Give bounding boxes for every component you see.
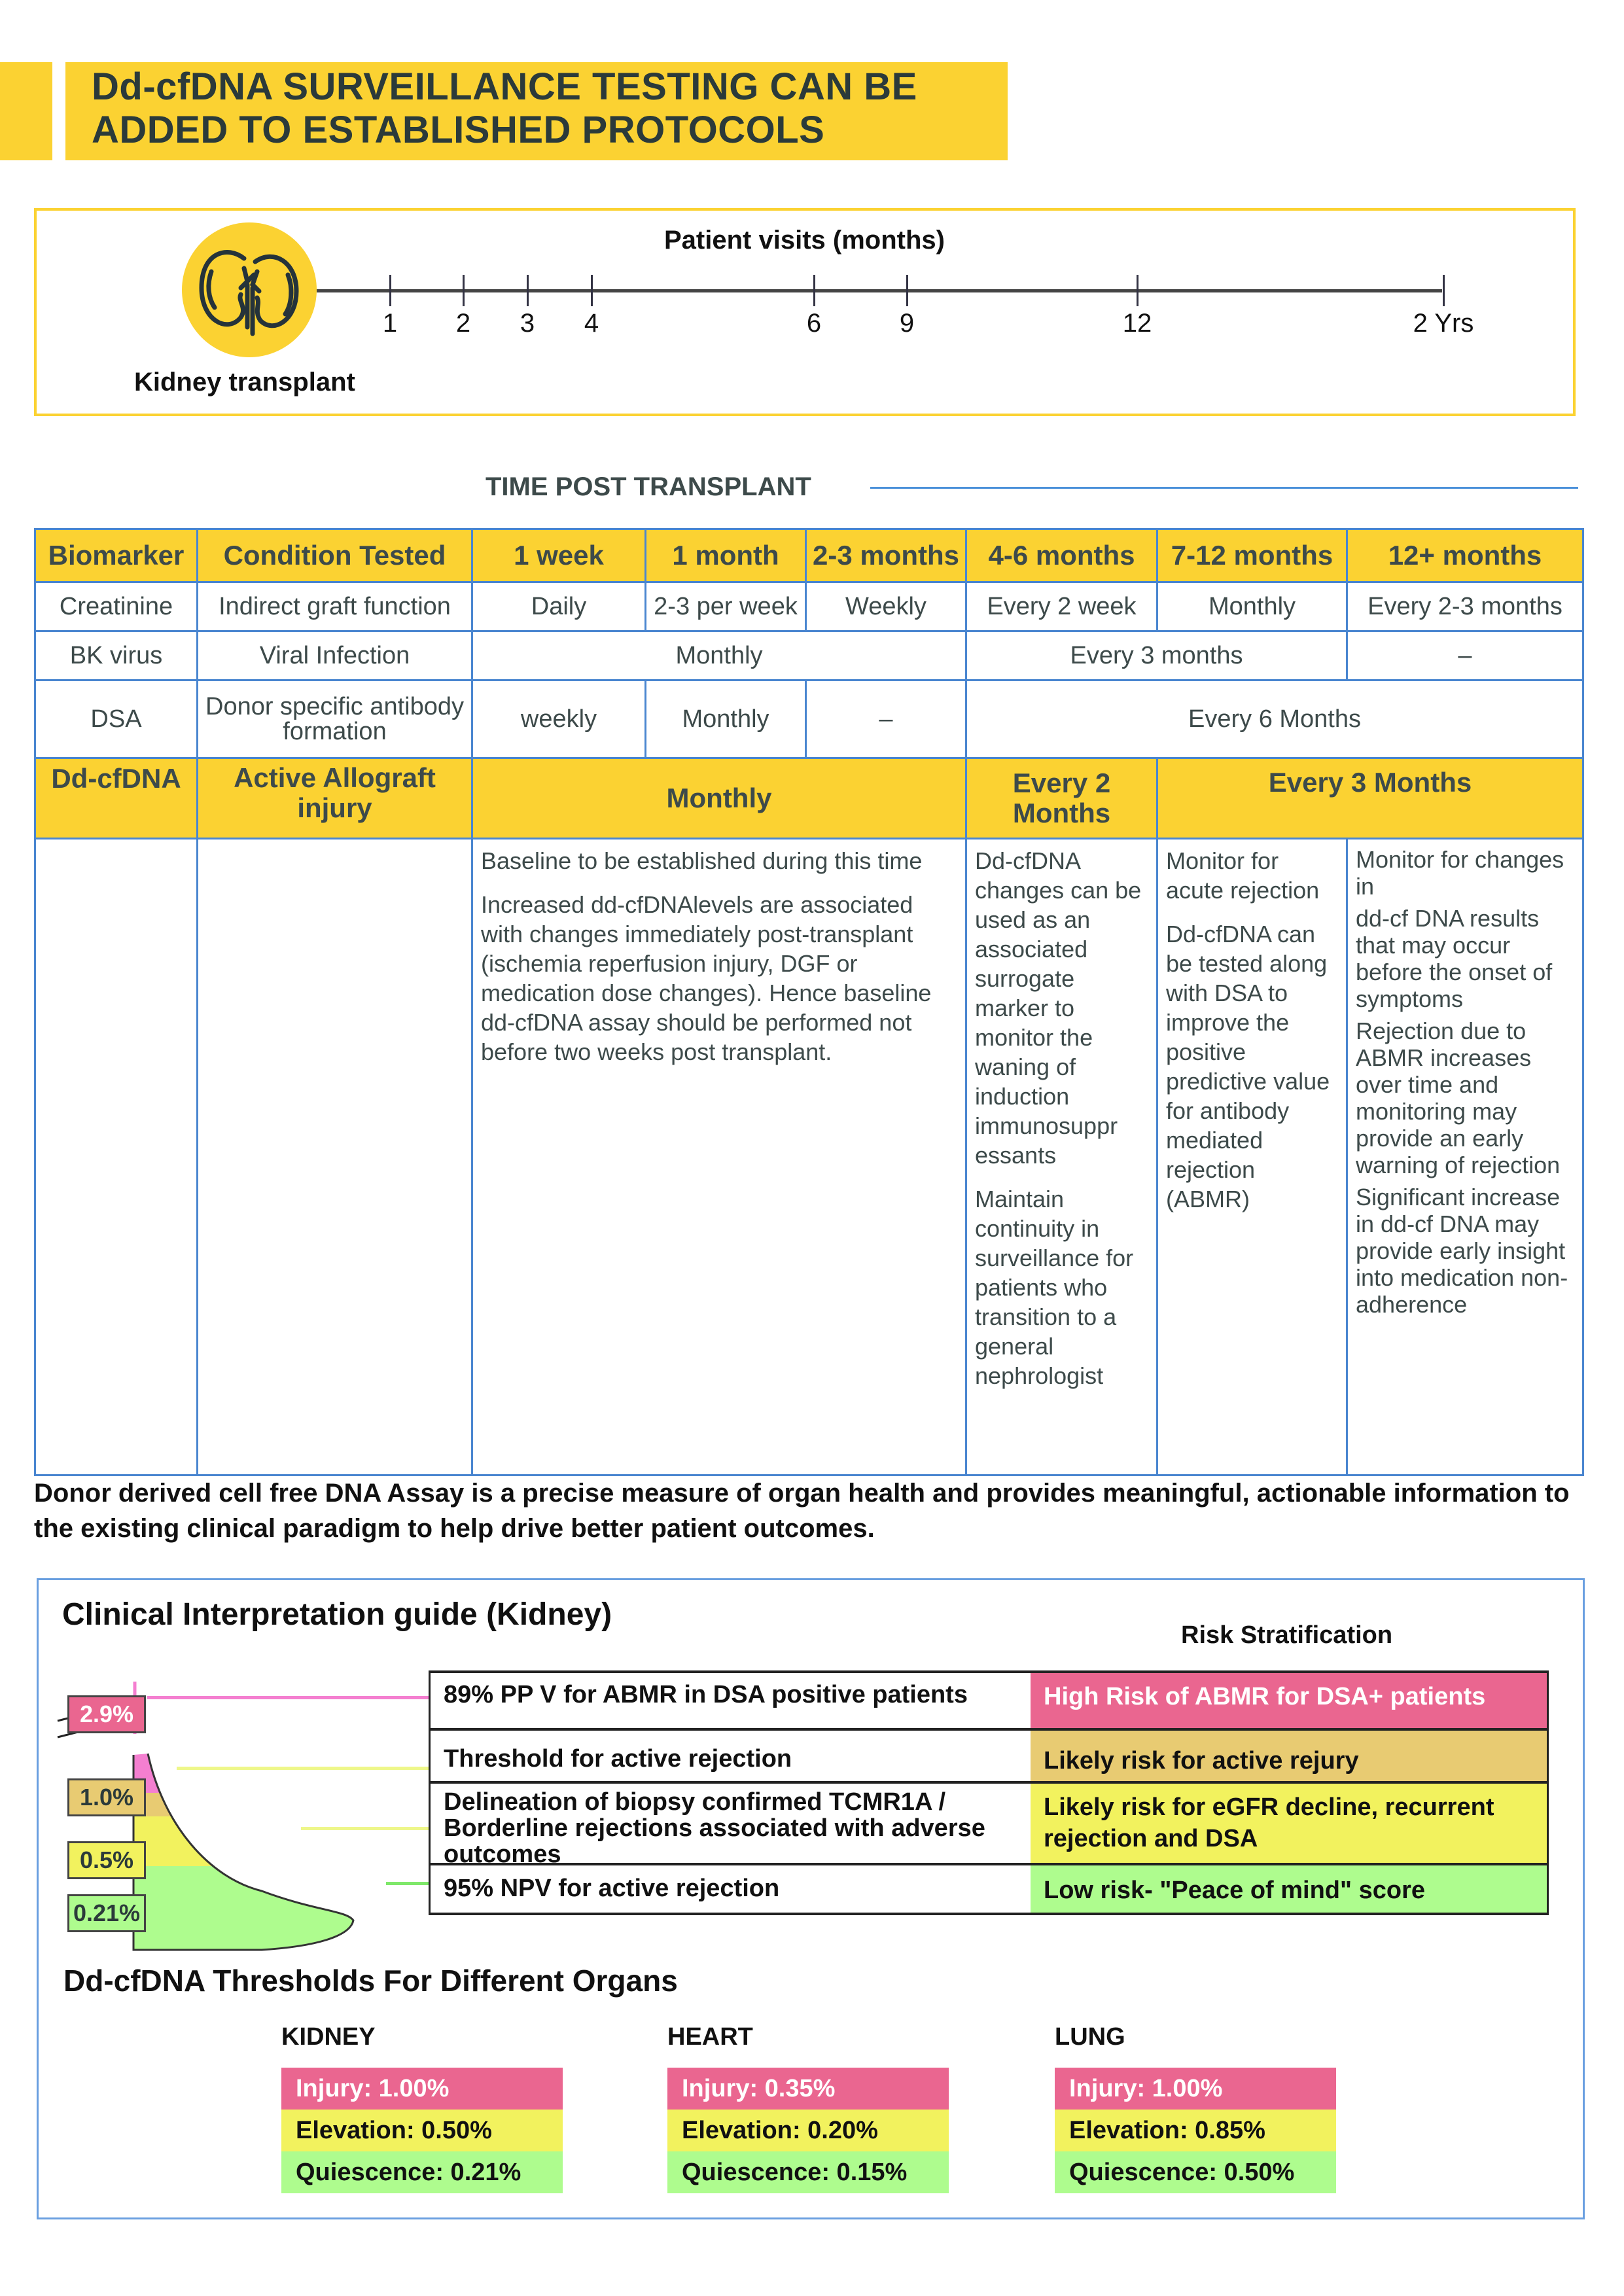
connector-high [147, 1696, 429, 1699]
column-header: Biomarker [35, 529, 198, 582]
page-title-line1: Dd-cfDNA SURVEILLANCE TESTING CAN BE [92, 65, 917, 108]
note-text: Increased dd-cfDNAlevels are associated with changes immediately post-transplant (ischemia reperfusion injury, DGF or medication dose changes). Hence baseline dd-cfDNA assay should be performed not before two weeks post transplant. [481, 891, 932, 1065]
level-value: 2.9% [79, 1701, 134, 1727]
note-text: Rejection due to ABMR increases over time and monitoring may provide an early warning of rejection [1356, 1017, 1561, 1178]
column-header: 12+ months [1347, 529, 1583, 582]
connector-elevation [301, 1827, 429, 1830]
schedule-cell: Monthly [472, 758, 966, 839]
note-text: Monitor for changes in [1356, 846, 1564, 900]
curve-band-high [131, 1747, 393, 1793]
risk-cell: High Risk of ABMR for DSA+ patients [1031, 1673, 1549, 1728]
biomarker-cell: Dd-cfDNA [35, 758, 198, 839]
notes-empty-cell [35, 839, 198, 1475]
curve-band-low [131, 1866, 393, 1958]
timeline-tick [813, 275, 815, 306]
table-row-dsa [35, 680, 1583, 758]
interpretation-row [429, 1728, 1549, 1781]
note-text: Dd-cfDNA can be tested along with DSA to improve the positive predictive value for antibody mediated rejection (ABMR) [1166, 921, 1330, 1212]
page-title [92, 65, 917, 152]
injury-threshold: Injury: 0.35% [667, 2068, 949, 2110]
kidney-icon [182, 222, 317, 357]
level-value: 1.0% [79, 1784, 134, 1810]
quiescence-threshold: Quiescence: 0.15% [667, 2151, 949, 2193]
timeline-tick-label: 2 [455, 309, 471, 338]
timeline-tick [1443, 275, 1445, 306]
patient-visits-title: Patient visits (months) [664, 226, 945, 255]
elevation-threshold: Elevation: 0.20% [667, 2110, 949, 2151]
summary-statement: Donor derived cell free DNA Assay is a precise measure of organ health and provides meaningful, actionable information to the existing clinical paradigm to help drive better patient outcomes. [34, 1479, 1570, 1543]
level-label-threshold [67, 1778, 146, 1816]
level-label-high [67, 1695, 146, 1733]
notes-empty-cell [198, 839, 472, 1475]
risk-cell: Likely risk for eGFR decline, recurrent rejection and DSA [1031, 1784, 1549, 1863]
interpretation-row [429, 1670, 1549, 1728]
schedule-cell: Every 6 Months [966, 680, 1583, 758]
organ-card-kidney [281, 2068, 563, 2193]
condition-cell: Indirect graft function [198, 582, 472, 631]
schedule-cell: weekly [472, 680, 646, 758]
table-row-bk-virus [35, 631, 1583, 680]
schedule-cell: Every 3 months [966, 631, 1347, 680]
condition-cell: Viral Infection [198, 631, 472, 680]
interpretation-row [429, 1781, 1549, 1868]
finding-cell: 89% PP V for ABMR in DSA positive patients [429, 1673, 1031, 1728]
notes-7-12-months-cell [1157, 839, 1347, 1475]
table-row-ddcfdna [35, 758, 1583, 839]
timeline-tick-label: 9 [899, 309, 915, 338]
connector-low [386, 1882, 429, 1885]
note-text: Dd-cfDNA changes can be used as an associated surrogate marker to monitor the waning of induction immunosuppr essants [975, 847, 1142, 1169]
time-post-transplant-rule [870, 487, 1578, 489]
curve-band-elevation [131, 1816, 393, 1866]
time-post-transplant-label: TIME POST TRANSPLANT [485, 472, 811, 501]
timeline-tick-label: 4 [584, 309, 599, 338]
column-header: 1 month [646, 529, 806, 582]
note-text: Baseline to be established during this time [481, 847, 923, 874]
surveillance-schedule-table [34, 528, 1584, 1476]
column-header: Condition Tested [198, 529, 472, 582]
notes-12-plus-months-cell [1347, 839, 1583, 1475]
page-title-line2: ADDED TO ESTABLISHED PROTOCOLS [92, 109, 825, 151]
title-accent-tab [0, 62, 52, 160]
schedule-cell: – [1347, 631, 1583, 680]
organ-name: KIDNEY [281, 2023, 376, 2051]
schedule-cell: Daily [472, 582, 646, 631]
schedule-cell: Every 2 Months [966, 758, 1157, 839]
schedule-cell: Every 3 Months [1157, 758, 1583, 839]
column-header: 4-6 months [966, 529, 1157, 582]
condition-cell: Donor specific antibody formation [198, 680, 472, 758]
risk-stratification-title: Risk Stratification [1181, 1621, 1393, 1649]
injury-threshold: Injury: 1.00% [281, 2068, 563, 2110]
table-header-row [35, 529, 1583, 582]
biomarker-cell: BK virus [35, 631, 198, 680]
note-text: Significant increase in dd-cf DNA may provide early insight into medication non-adherence [1356, 1184, 1568, 1318]
column-header: 2-3 months [806, 529, 966, 582]
level-value: 0.5% [79, 1846, 134, 1873]
timeline-tick [389, 275, 391, 306]
note-text: Maintain continuity in surveillance for patients who transition to a general nephrologist [975, 1186, 1134, 1389]
timeline-tick [591, 275, 593, 306]
schedule-cell: Monthly [1157, 582, 1347, 631]
notes-4-6-months-cell [966, 839, 1157, 1475]
biomarker-cell: Creatinine [35, 582, 198, 631]
quiescence-threshold: Quiescence: 0.21% [281, 2151, 563, 2193]
timeline-tick-label: 12 [1122, 309, 1152, 338]
organ-name: HEART [667, 2023, 753, 2051]
elevation-threshold: Elevation: 0.50% [281, 2110, 563, 2151]
schedule-cell: 2-3 per week [646, 582, 806, 631]
condition-cell: Active Allograft injury [198, 758, 472, 839]
finding-cell: Threshold for active rejection [429, 1731, 1031, 1781]
interpretation-row [429, 1863, 1549, 1915]
biomarker-cell: DSA [35, 680, 198, 758]
timeline-tick [906, 275, 908, 306]
timeline-tick-label: 3 [520, 309, 535, 338]
note-text: dd-cf DNA results that may occur before the onset of symptoms [1356, 905, 1553, 1012]
kidney-transplant-label: Kidney transplant [134, 368, 355, 397]
level-value: 0.21% [73, 1899, 141, 1926]
timeline-axis [317, 289, 1442, 292]
column-header: 1 week [472, 529, 646, 582]
organ-name: LUNG [1055, 2023, 1125, 2051]
level-label-low [67, 1894, 146, 1932]
schedule-cell: Every 2-3 months [1347, 582, 1583, 631]
timeline-tick [527, 275, 529, 306]
interpretation-table [429, 1670, 1549, 1915]
timeline-tick-label: 1 [382, 309, 398, 338]
risk-cell: Low risk- "Peace of mind" score [1031, 1865, 1549, 1913]
column-header: 7-12 months [1157, 529, 1347, 582]
clinical-guide-title: Clinical Interpretation guide (Kidney) [62, 1597, 612, 1632]
organ-thresholds-title: Dd-cfDNA Thresholds For Different Organs [63, 1964, 678, 1998]
schedule-cell: Monthly [646, 680, 806, 758]
timeline-tick [463, 275, 465, 306]
level-label-elevation [67, 1841, 146, 1879]
timeline-tick [1137, 275, 1139, 306]
timeline-tick-label: 2 Yrs [1413, 309, 1474, 338]
table-row-notes [35, 839, 1583, 1475]
finding-cell: Delineation of biopsy confirmed TCMR1A / Borderline rejections associated with adverse outcomes [429, 1784, 1031, 1863]
organ-card-lung [1055, 2068, 1336, 2193]
elevation-threshold: Elevation: 0.85% [1055, 2110, 1336, 2151]
kidney-icon-glyph [182, 222, 317, 357]
schedule-cell: – [806, 680, 966, 758]
notes-early-cell [472, 839, 966, 1475]
connector-threshold [177, 1767, 429, 1770]
risk-cell: Likely risk for active rejury [1031, 1731, 1549, 1781]
finding-cell: 95% NPV for active rejection [429, 1865, 1031, 1913]
injury-threshold: Injury: 1.00% [1055, 2068, 1336, 2110]
schedule-cell: Every 2 week [966, 582, 1157, 631]
schedule-cell: Monthly [472, 631, 966, 680]
organ-card-heart [667, 2068, 949, 2193]
quiescence-threshold: Quiescence: 0.50% [1055, 2151, 1336, 2193]
schedule-cell: Weekly [806, 582, 966, 631]
table-row-creatinine [35, 582, 1583, 631]
timeline-tick-label: 6 [806, 309, 822, 338]
note-text: Monitor for acute rejection [1166, 847, 1320, 904]
